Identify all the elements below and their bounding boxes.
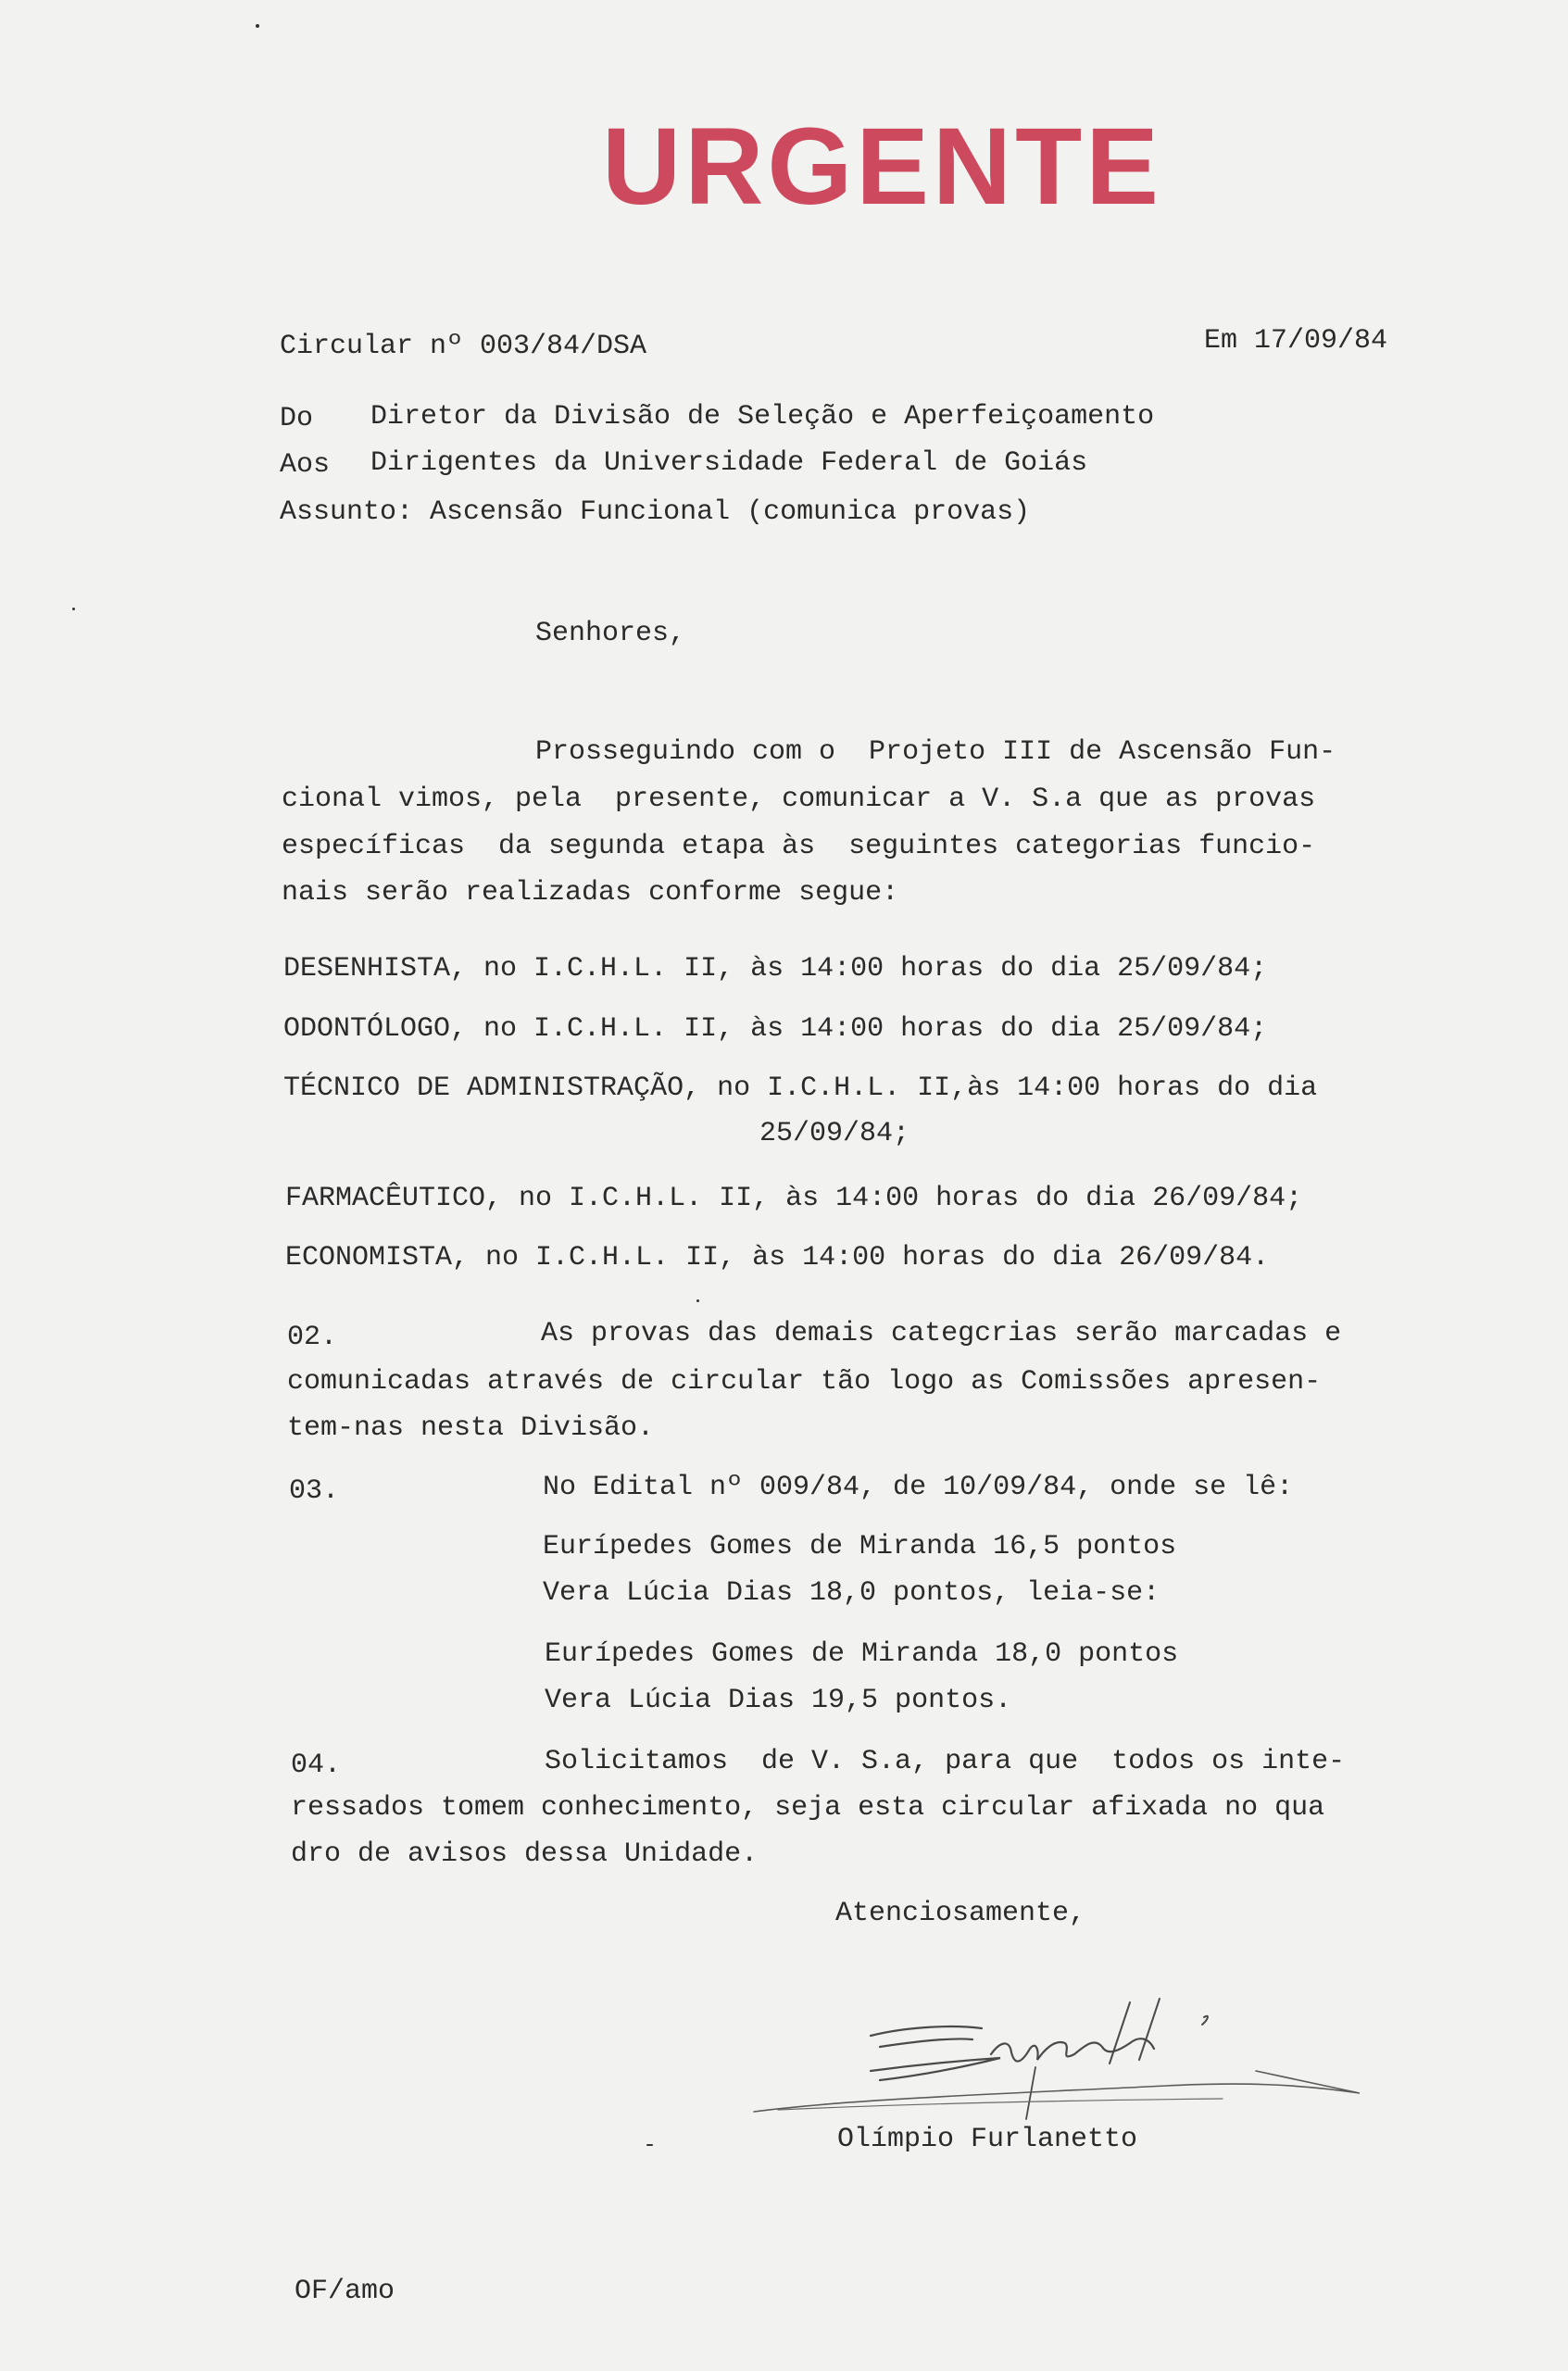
signatory-name: Olímpio Furlanetto xyxy=(837,2124,1138,2155)
schedule-item: TÉCNICO DE ADMINISTRAÇÃO, no I.C.H.L. II,às 14:00 horas do dia xyxy=(283,1073,1318,1104)
urgent-stamp: URGENTE xyxy=(602,106,1162,228)
closing: Atenciosamente, xyxy=(835,1898,1086,1929)
item-02-line: comunicadas através de circular tão logo as Comissões apresen- xyxy=(287,1366,1322,1398)
handwritten-signature xyxy=(741,1982,1371,2130)
to-label: Aos xyxy=(280,449,331,481)
document-date: Em 17/09/84 xyxy=(1204,325,1388,357)
item-number: 04. xyxy=(291,1750,342,1781)
edital-wrong-line: Vera Lúcia Dias 18,0 pontos, leia-se: xyxy=(543,1577,1160,1609)
from-value: Diretor da Divisão de Seleção e Aperfeiçoamento xyxy=(370,401,1155,433)
from-label: Do xyxy=(280,403,314,434)
to-value: Dirigentes da Universidade Federal de Goiás xyxy=(370,447,1088,479)
typist-initials: OF/amo xyxy=(295,2276,395,2307)
ink-dot xyxy=(696,1299,699,1302)
schedule-item: ECONOMISTA, no I.C.H.L. II, às 14:00 horas do dia 26/09/84. xyxy=(285,1242,1270,1273)
ink-dot xyxy=(72,608,75,610)
item-04-line: dro de avisos dessa Unidade. xyxy=(291,1838,759,1870)
item-04-line: ressados tomem conhecimento, seja esta circular afixada no qua xyxy=(291,1792,1325,1824)
ink-dash xyxy=(646,2144,653,2146)
intro-line: Prosseguindo com o Projeto III de Ascensão Fun- xyxy=(535,736,1336,768)
circular-number: Circular nº 003/84/DSA xyxy=(280,331,647,362)
item-03-lead: No Edital nº 009/84, de 10/09/84, onde se lê: xyxy=(543,1472,1294,1503)
schedule-item: DESENHISTA, no I.C.H.L. II, às 14:00 horas do dia 25/09/84; xyxy=(283,953,1268,985)
item-04-line: Solicitamos de V. S.a, para que todos os inte- xyxy=(545,1746,1346,1777)
intro-line: cional vimos, pela presente, comunicar a V. S.a que as provas xyxy=(282,784,1316,815)
intro-line: específicas da segunda etapa às seguintes categorias funcio- xyxy=(282,831,1316,862)
schedule-item: FARMACÊUTICO, no I.C.H.L. II, às 14:00 horas do dia 26/09/84; xyxy=(285,1183,1303,1214)
edital-correct-line: Eurípedes Gomes de Miranda 18,0 pontos xyxy=(545,1638,1179,1670)
item-number: 03. xyxy=(289,1475,340,1507)
item-02-line: tem-nas nesta Divisão. xyxy=(287,1412,655,1444)
item-02-line: As provas das demais categcrias serão marcadas e xyxy=(541,1318,1342,1349)
schedule-item-continuation: 25/09/84; xyxy=(759,1118,910,1149)
salutation: Senhores, xyxy=(535,618,686,649)
edital-wrong-line: Eurípedes Gomes de Miranda 16,5 pontos xyxy=(543,1531,1177,1562)
ink-dot xyxy=(256,24,259,28)
intro-line: nais serão realizadas conforme segue: xyxy=(282,877,899,909)
schedule-item: ODONTÓLOGO, no I.C.H.L. II, às 14:00 horas do dia 25/09/84; xyxy=(283,1013,1268,1045)
item-number: 02. xyxy=(287,1322,338,1353)
edital-correct-line: Vera Lúcia Dias 19,5 pontos. xyxy=(545,1685,1012,1716)
subject-line: Assunto: Ascensão Funcional (comunica provas) xyxy=(280,496,1031,528)
